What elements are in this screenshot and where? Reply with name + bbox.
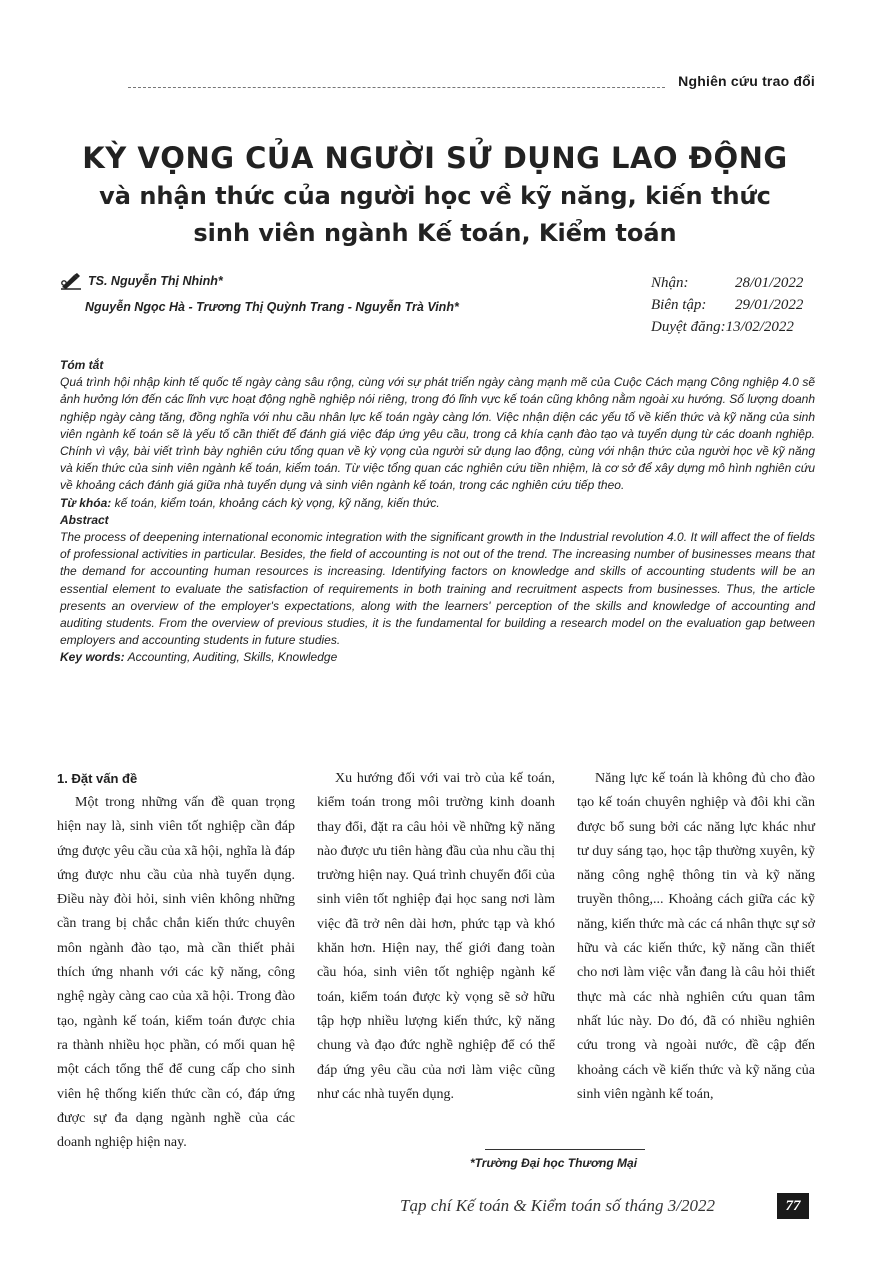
publication-dates: [651, 272, 803, 338]
body-paragraph-2: Xu hướng đối với vai trò của kế toán, kiểm toán trong môi trường kinh doanh thay đổi, đặt ra câu hỏi về những kỹ năng nào được ưu tiên hàng đầu của nhu cầu thị trường hiện nay. Quá trình chuyển đổi của sinh viên tốt nghiệp đại học sang nơi làm việc đã trở nên dài hơn, phức tạp và khó khăn hơn. Hiện nay, thế giới đang toàn cầu hóa, sinh viên tốt nghiệp ngành kế toán, kiểm toán được kỳ vọng sẽ sở hữu tập hợp nhiều lượng kiến thức, kỹ năng chung và đạo đức nghề nghiệp để có thể đáp ứng yêu cầu của nơi làm việc cũng như các nhà tuyển dụng.: [317, 771, 555, 1102]
abstract-heading: Abstract: [60, 512, 109, 527]
authors: [60, 272, 459, 314]
affiliation: *Trường Đại học Thương Mại: [470, 1156, 638, 1170]
author-lead: TS. Nguyễn Thị Nhinh*: [88, 274, 223, 288]
page-number: 77: [777, 1193, 809, 1219]
author-coauthors: Nguyễn Ngọc Hà - Trương Thị Quỳnh Trang - Nguyễn Trà Vinh*: [85, 300, 459, 314]
body-columns: [57, 767, 815, 1155]
body-paragraph-3: Năng lực kế toán là không đủ cho đào tạo kế toán chuyên nghiệp và đôi khi cần được bổ sung bởi các năng lực khác như tư duy sáng tạo, học tập thường xuyên, kỹ năng công nghệ thông tin và kỹ năng truyền thông,... Khoảng cách giữa các kỹ năng, kiến thức mà các cá nhân thực sự sở hữu và các kiến thức, kỹ năng cần thiết cho nơi làm việc vẫn đang là câu hỏi thiết thực mà các nhà nghiên cứu quan tâm nhất lúc này. Do đó, đã có nhiều nghiên cứu trong và ngoài nước, đề cập đến khoảng cách về kiến thức và kỹ năng của sinh viên ngành kế toán,: [577, 771, 815, 1102]
journal-footer: Tạp chí Kế toán & Kiểm toán số tháng 3/2022: [400, 1196, 715, 1215]
article-title: [60, 138, 810, 252]
section-label: Nghiên cứu trao đổi: [678, 73, 815, 89]
title-sub-line1: và nhận thức của người học về kỹ năng, kiến thức: [99, 182, 771, 210]
abstract-text: The process of deepening international economic integration with the significant growth in the Industrial revolution 4.0. It will affect the of fields of professional activities in particular. Besides, the field of accounting is not out of the trend. The increasing number of businesses means that the demand for accounting human resources is increasing. Identifying factors on knowledge and skills of accounting students will be an essential element to evaluate the satisfaction of requirements in both training and recruitment aspects from businesses. Thus, the article presents an overview of the employer's expectations, along with the learners' perception of the skills and knowledge of accounting and auditing students. From the overview of previous studies, it is the fundamental for building a research model on the evaluation gap between employers and accounting students in future studies.: [60, 530, 815, 648]
received-value: 28/01/2022: [735, 275, 804, 291]
edited-label: Biên tập:: [651, 297, 707, 313]
abstract-keywords-label: Key words:: [60, 650, 125, 665]
summary-text: Quá trình hội nhập kinh tế quốc tế ngày càng sâu rộng, cùng với sự phát triển ngày càng mạnh mẽ của Cuộc Cách mạng Công nghiệp 4.0 sẽ ảnh hưởng lớn đến các lĩnh vực hoạt động nghề nghiệp nói riêng, trong đó lĩnh vực kế toán cũng không nằm ngoài xu hướng. Số lượng doanh nghiệp ngày càng tăng, đồng nghĩa với nhu cầu nhân lực kế toán ngày càng lớn. Việc nhận diện các yếu tố về kiến thức và kỹ năng của sinh viên ngành kế toán sẽ là yếu tố cần thiết để đánh giá việc đáp ứng yêu cầu, trong cả khía cạnh đào tạo và tuyển dụng từ các doanh nghiệp. Chính vì vậy, bài viết trình bày nghiên cứu tổng quan về kỳ vọng của người sử dụng lao động, cùng với nhận thức của người học về kỹ năng và kiến thức của sinh viên ngành kế toán, kiểm toán. Từ việc tổng quan các nghiên cứu tiền nhiệm, là cơ sở để xây dựng mô hình nghiên cứu về khoảng cách đánh giá giữa nhà tuyển dụng và sinh viên ngành kế toán, trong các nghiên cứu tiếp theo.: [60, 375, 815, 493]
summary-keywords-label: Từ khóa:: [60, 495, 112, 510]
abstract-keywords: [60, 649, 815, 666]
body-column-1: [57, 767, 295, 1155]
summary-keywords-text: kế toán, kiểm toán, khoảng cách kỳ vọng, kỹ năng, kiến thức.: [114, 495, 440, 510]
section-heading: 1. Đặt vấn đề: [57, 771, 138, 786]
title-sub-line2: sinh viên ngành Kế toán, Kiểm toán: [193, 219, 677, 247]
summary-keywords: [60, 495, 815, 512]
title-main: KỲ VỌNG CỦA NGƯỜI SỬ DỤNG LAO ĐỘNG: [82, 141, 788, 175]
edited-value: 29/01/2022: [735, 297, 804, 313]
body-paragraph-1: Một trong những vấn đề quan trọng hiện nay là, sinh viên tốt nghiệp cần đáp ứng được yêu cầu của xã hội, nghĩa là đáp ứng được nhu cầu của nhà tuyển dụng. Điều này đòi hỏi, sinh viên không những cần trang bị chắc chắn kiến thức chuyên môn ngành đào tạo, mà cần thiết phải thích ứng nhanh với các kỹ năng, công nghệ ngày càng cao của xã hội. Trong đào tạo, ngành kế toán, kiểm toán được chia ra thành nhiều học phần, có mối quan hệ một cách tổng thể để cung cấp cho sinh viên hệ thống kiến thức cần có, đáp ứng được sự đa dạng ngành nghề của các doanh nghiệp hiện nay.: [57, 795, 295, 1151]
body-column-2: [317, 767, 555, 1155]
summary-heading: Tóm tắt: [60, 358, 104, 372]
header-rule: [128, 87, 665, 88]
affiliation-rule: [485, 1149, 645, 1150]
approved-label: Duyệt đăng:: [651, 319, 726, 335]
body-column-3: [577, 767, 815, 1155]
pen-icon: [60, 272, 82, 290]
abstract-keywords-text: Accounting, Auditing, Skills, Knowledge: [127, 650, 338, 665]
received-label: Nhận:: [651, 275, 689, 291]
abstract-block: [60, 357, 815, 667]
approved-value: 13/02/2022: [725, 319, 794, 335]
